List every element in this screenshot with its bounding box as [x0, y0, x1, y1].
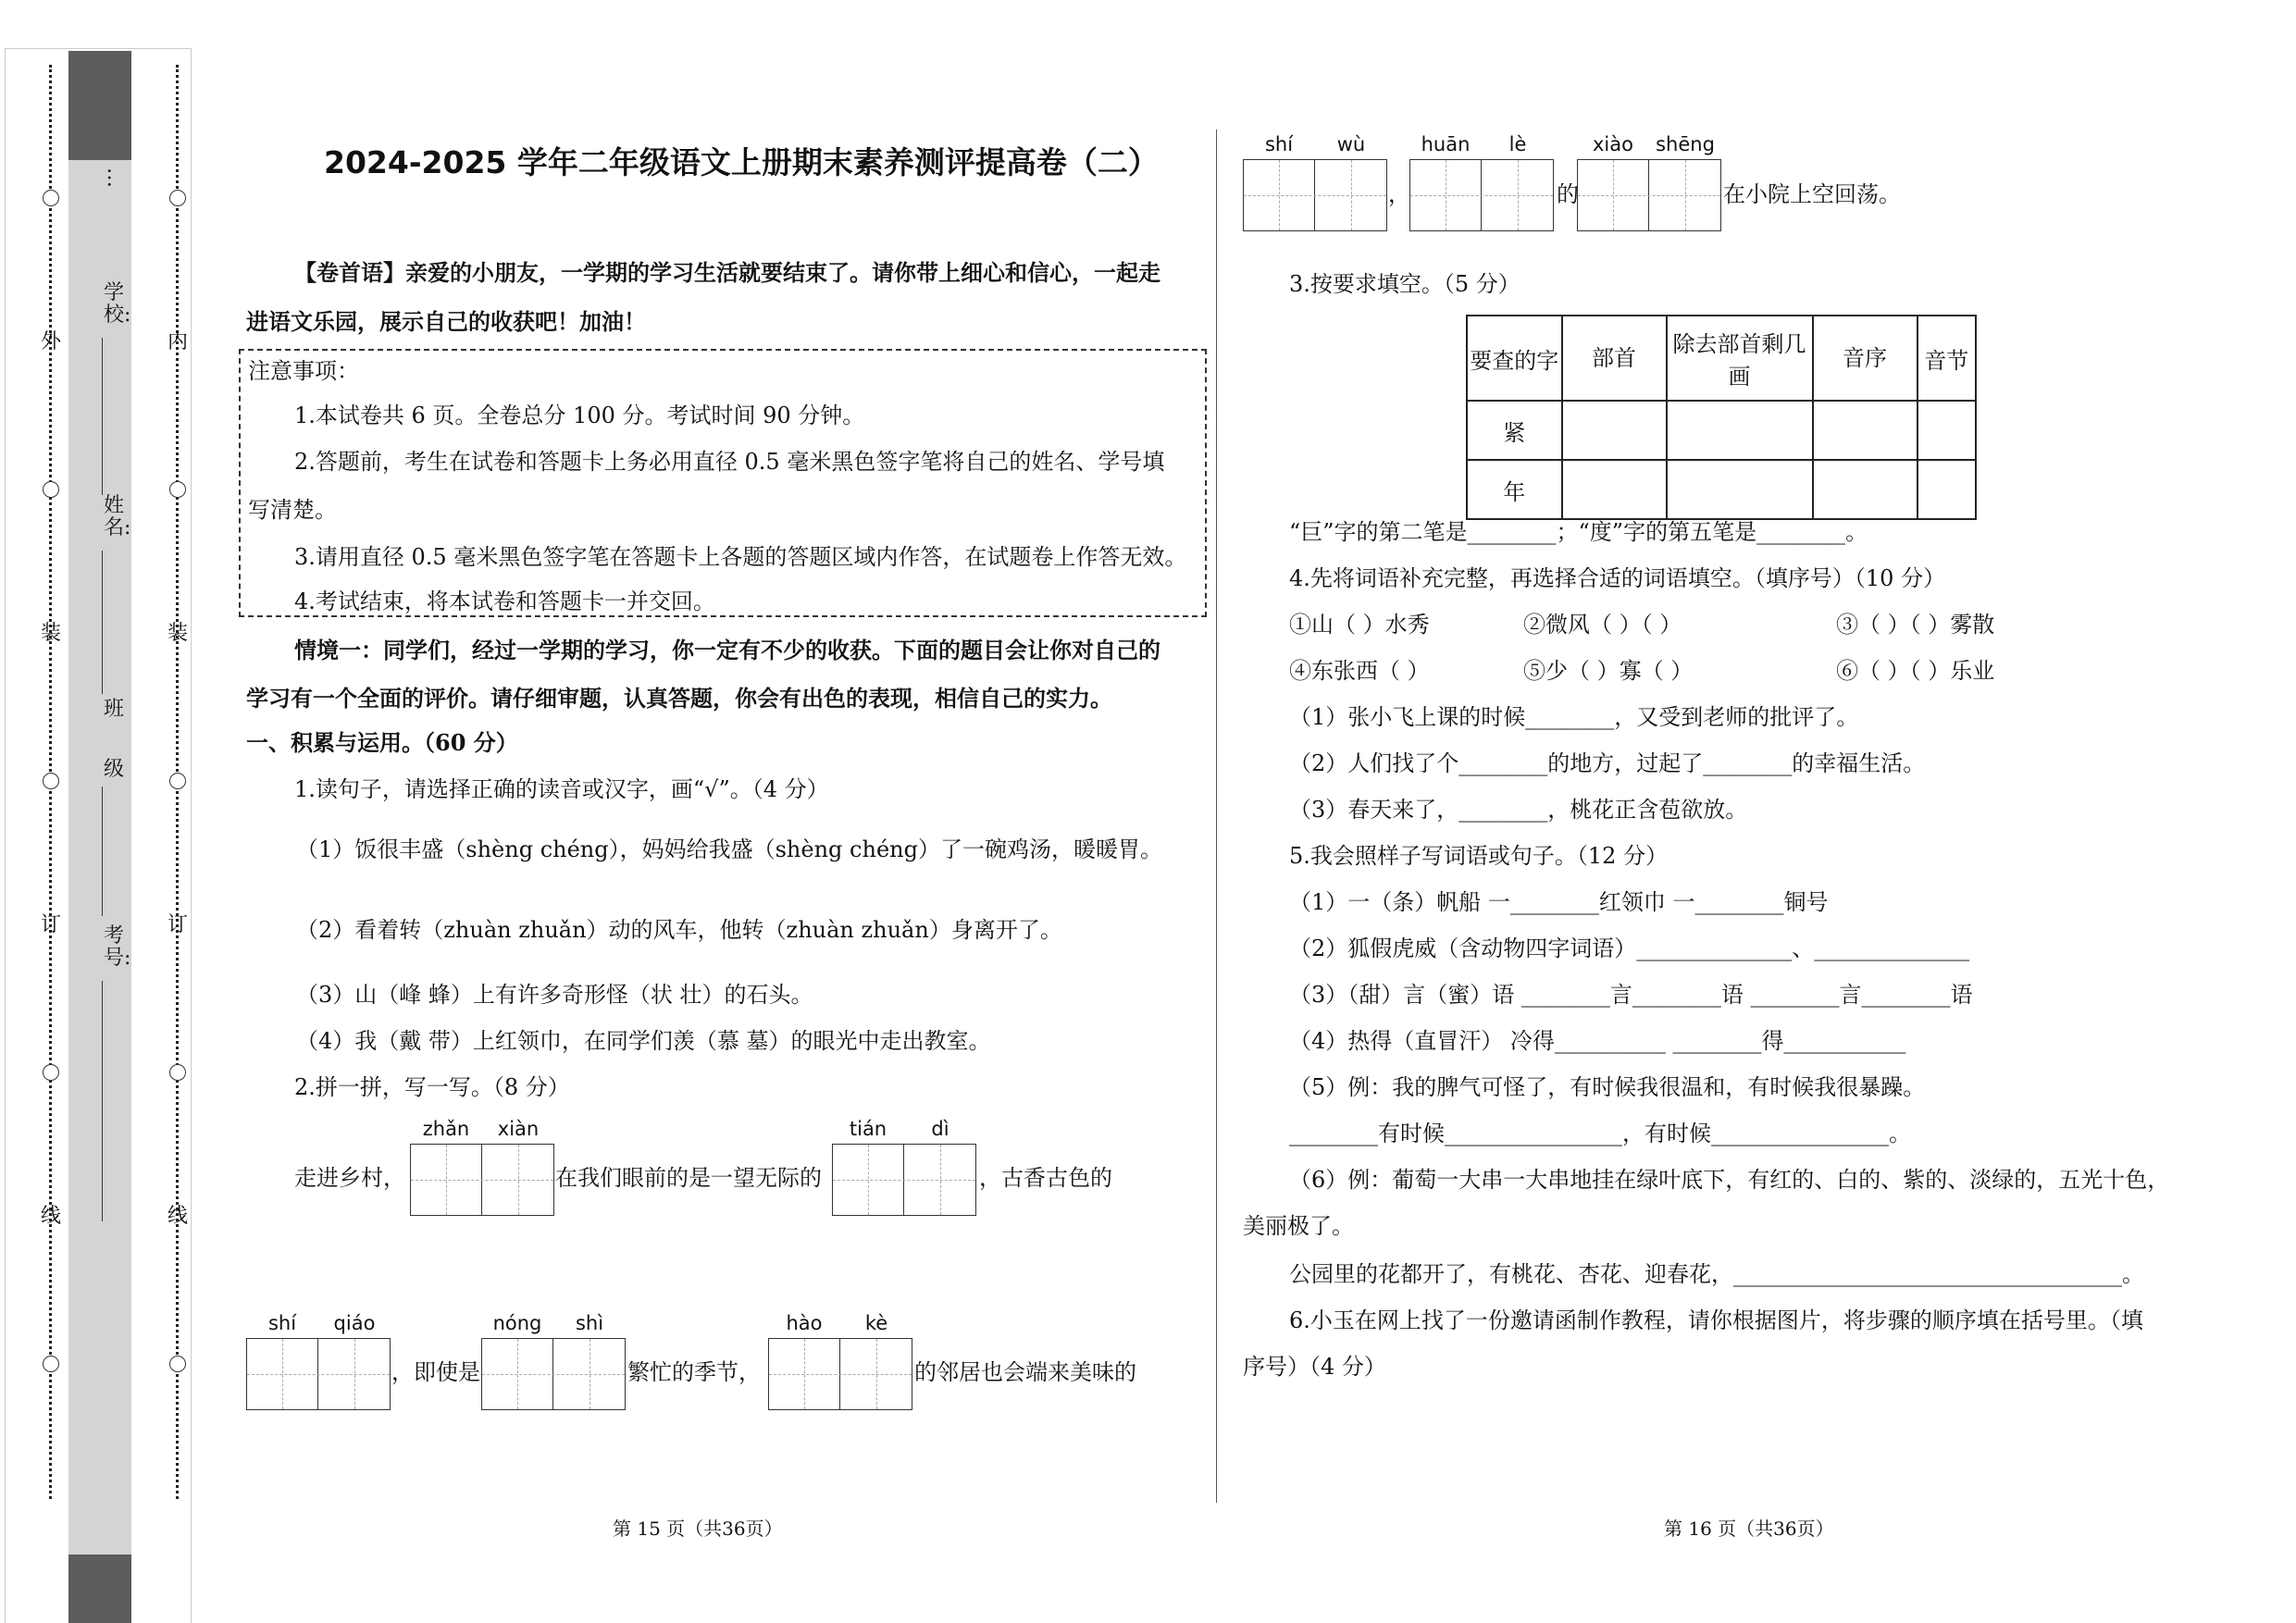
idiom-item: ②微风（ ）（ ）	[1523, 612, 1682, 638]
inner-circle	[169, 1356, 186, 1372]
pinyin-label: nóng	[492, 1312, 542, 1334]
question-6: 6.小玉在网上找了一份邀请函制作教程，请你根据图片，将步骤的顺序填在括号里。（填	[1289, 1307, 2143, 1333]
table-row-char: 紧	[1467, 401, 1562, 460]
idiom-item: ⑥（ ）（ ）乐业	[1836, 658, 1995, 684]
exam-number-line[interactable]	[102, 981, 103, 1221]
inner-char: 订	[168, 913, 189, 936]
table-cell[interactable]	[1562, 401, 1667, 460]
question-5-item: （1）一（条）帆船 一________红领巾 一________铜号	[1289, 889, 1829, 915]
school-field-line[interactable]	[102, 338, 103, 495]
binding-dark-bottom	[68, 1555, 131, 1623]
notice-item: 2.答题前，考生在试卷和答题卡上务必用直径 0.5 毫米黑色签字笔将自己的姓名、学号填	[294, 449, 1165, 475]
question-1-item: （2）看着转（zhuàn zhuǎn）动的风车，他转（zhuàn zhuǎn）身离开了。	[296, 917, 1062, 943]
table-header: 部首	[1562, 316, 1667, 401]
question-5-item: 美丽极了。	[1243, 1213, 1354, 1239]
binding-strip	[0, 0, 194, 1623]
inner-circle	[169, 481, 186, 498]
outer-char: 订	[41, 913, 62, 936]
binding-dark-top	[68, 51, 131, 160]
table-cell[interactable]	[1667, 401, 1813, 460]
inner-char: 装	[168, 622, 189, 645]
question-5-item: （5）例：我的脾气可怪了，有时候我很温和，有时候我很暴躁。	[1289, 1074, 1926, 1100]
pinyin-label: qiáo	[333, 1312, 376, 1334]
notice-item: 3.请用直径 0.5 毫米黑色签字笔在答题卡上各题的答题区域内作答，在试题卷上作答无效。	[294, 544, 1187, 570]
outer-char: 装	[41, 622, 62, 645]
question-5-item: 公园里的花都开了，有桃花、杏花、迎春花，___________________________________。	[1289, 1261, 2144, 1287]
question-5-item: （6）例：葡萄一大串一大串地挂在绿叶底下，有红的、白的、紫的、淡绿的，五光十色，	[1289, 1167, 2170, 1193]
table-header: 要查的字	[1467, 316, 1562, 401]
notice-item: 4.考试结束，将本试卷和答题卡一并交回。	[294, 588, 715, 614]
outer-circle	[43, 1064, 59, 1081]
notice-item: 1.本试卷共 6 页。全卷总分 100 分。考试时间 90 分钟。	[294, 403, 865, 428]
table-cell[interactable]	[1562, 460, 1667, 519]
pinyin-sentence-part: 在小院上空回荡。	[1723, 181, 1901, 207]
writing-grid[interactable]	[410, 1144, 554, 1216]
pinyin-label: kè	[864, 1312, 888, 1334]
binding-dots: …	[103, 167, 126, 188]
table-cell[interactable]	[1917, 460, 1977, 519]
question-5-item: （2）狐假虎威（含动物四字词语）______________、______________	[1289, 935, 1970, 961]
question-3: 3.按要求填空。（5 分）	[1289, 271, 1520, 297]
question-4: 4.先将词语补充完整，再选择合适的词语填空。（填序号）（10 分）	[1289, 565, 1946, 591]
pinyin-label: shí	[267, 1312, 297, 1334]
question-5-item: （3）（甜）言（蜜）语 ________言________语 ________言________语	[1289, 982, 1973, 1008]
inner-circle	[169, 1064, 186, 1081]
notice-box	[239, 349, 1207, 617]
question-5-item: ________有时候________________，有时候________________。	[1289, 1121, 1911, 1146]
writing-grid[interactable]	[768, 1338, 912, 1410]
writing-grid[interactable]	[1243, 159, 1387, 231]
table-cell[interactable]	[1667, 460, 1813, 519]
writing-grid[interactable]	[246, 1338, 391, 1410]
pinyin-label: shēng	[1656, 133, 1715, 155]
table-cell[interactable]	[1813, 401, 1917, 460]
question-2: 2.拼一拼，写一写。（8 分）	[294, 1074, 570, 1100]
page-divider	[1216, 130, 1217, 1503]
situation-line: 情境一：同学们，经过一学期的学习，你一定有不少的收获。下面的题目会让你对自己的	[294, 637, 1160, 663]
inner-circle	[169, 190, 186, 206]
table-header: 音节	[1917, 316, 1977, 401]
situation-line: 学习有一个全面的评价。请仔细审题，认真答题，你会有出色的表现，相信自己的实力。	[246, 685, 1112, 712]
pinyin-label: tián	[849, 1118, 887, 1140]
writing-grid[interactable]	[1577, 159, 1721, 231]
question-5: 5.我会照样子写词语或句子。（12 分）	[1289, 843, 1669, 869]
pinyin-sentence-part: 的	[1557, 181, 1579, 207]
idiom-item: ③（ ）（ ）雾散	[1836, 612, 1995, 638]
table-cell[interactable]	[1917, 401, 1977, 460]
writing-grid[interactable]	[481, 1338, 626, 1410]
table-cell[interactable]	[1813, 460, 1917, 519]
pinyin-sentence-part: ，即使是	[391, 1359, 480, 1385]
table-header: 除去部首剩几画	[1667, 316, 1813, 401]
outer-char: 线	[41, 1205, 62, 1228]
pinyin-label: huān	[1421, 133, 1471, 155]
pinyin-label: xiào	[1593, 133, 1633, 155]
question-4-item: （3）春天来了，________，桃花正含苞欲放。	[1289, 797, 1748, 823]
writing-grid[interactable]	[832, 1144, 976, 1216]
idiom-item: ④东张西（ ）	[1289, 658, 1430, 684]
inner-char: 线	[168, 1205, 189, 1228]
class-field-label: 级	[104, 758, 125, 781]
outer-circle	[43, 481, 59, 498]
pinyin-label: wù	[1336, 133, 1366, 155]
class-field-line[interactable]	[102, 787, 103, 916]
intro-line: 【卷首语】亲爱的小朋友，一学期的学习生活就要结束了。请你带上细心和信心，一起走	[294, 259, 1160, 286]
intro-line: 进语文乐园，展示自己的收获吧！加油！	[246, 308, 646, 335]
table-row-char: 年	[1467, 460, 1562, 519]
notice-title: 注意事项：	[248, 358, 359, 384]
character-lookup-table	[1466, 315, 1977, 520]
question-1-item: （4）我（戴 带）上红领巾，在同学们羡（慕 墓）的眼光中走出教室。	[296, 1028, 991, 1054]
pinyin-label: zhǎn	[422, 1118, 470, 1140]
pinyin-label: lè	[1508, 133, 1527, 155]
outer-char: 外	[41, 330, 62, 353]
table-header: 音序	[1813, 316, 1917, 401]
name-field-line[interactable]	[102, 551, 103, 694]
question-5-item: （4）热得（直冒汗） 冷得__________ ________得___________	[1289, 1028, 1906, 1054]
idiom-item: ⑤少（ ）寡（ ）	[1523, 658, 1694, 684]
pinyin-sentence-part: ，古香古色的	[979, 1165, 1112, 1191]
name-field-label: 姓名:	[104, 494, 131, 539]
inner-circle	[169, 773, 186, 789]
pinyin-label: dì	[931, 1118, 949, 1140]
pinyin-sentence-part: 繁忙的季节，	[627, 1359, 761, 1385]
pinyin-label: shì	[575, 1312, 604, 1334]
pinyin-sentence-part: 走进乡村，	[294, 1165, 405, 1191]
question-4-item: （1）张小飞上课的时候________，又受到老师的批评了。	[1289, 704, 1859, 730]
outer-circle	[43, 1356, 59, 1372]
question-6: 序号）（4 分）	[1243, 1354, 1386, 1380]
exam-number-label: 考号:	[104, 924, 131, 970]
page-number: 第 15 页（共36页）	[613, 1518, 783, 1540]
pinyin-sentence-part: 在我们眼前的是一望无际的	[555, 1165, 822, 1191]
question-3-line: “巨”字的第二笔是________；“度”字的第五笔是________。	[1289, 519, 1868, 545]
pinyin-label: hào	[786, 1312, 823, 1334]
notice-item: 写清楚。	[248, 497, 337, 523]
outer-circle	[43, 190, 59, 206]
question-1: 1.读句子，请选择正确的读音或汉字，画“√”。（4 分）	[294, 776, 829, 802]
writing-grid[interactable]	[1409, 159, 1554, 231]
question-1-item: （3）山（峰 蜂）上有许多奇形怪（状 壮）的石头。	[296, 982, 813, 1008]
pinyin-sentence-part: ，	[1388, 181, 1410, 207]
pinyin-label: xiàn	[497, 1118, 540, 1140]
idiom-item: ①山（ ）水秀	[1289, 612, 1430, 638]
school-field-label: 学校:	[104, 281, 131, 327]
class-field-label: 班	[104, 698, 125, 721]
question-1-item: （1）饭很丰盛（shèng chéng），妈妈给我盛（shèng chéng）了一碗鸡汤，暖暖胃。	[296, 836, 1162, 862]
pinyin-label: shí	[1264, 133, 1294, 155]
pinyin-sentence-part: 的邻居也会端来美味的	[914, 1359, 1136, 1385]
exam-title: 2024-2025 学年二年级语文上册期末素养测评提高卷（二）	[324, 144, 1159, 180]
page-number: 第 16 页（共36页）	[1664, 1518, 1834, 1540]
section-heading: 一、积累与运用。（60 分）	[246, 729, 518, 756]
outer-circle	[43, 773, 59, 789]
inner-char: 内	[168, 330, 189, 353]
question-4-item: （2）人们找了个________的地方，过起了________的幸福生活。	[1289, 750, 1926, 776]
